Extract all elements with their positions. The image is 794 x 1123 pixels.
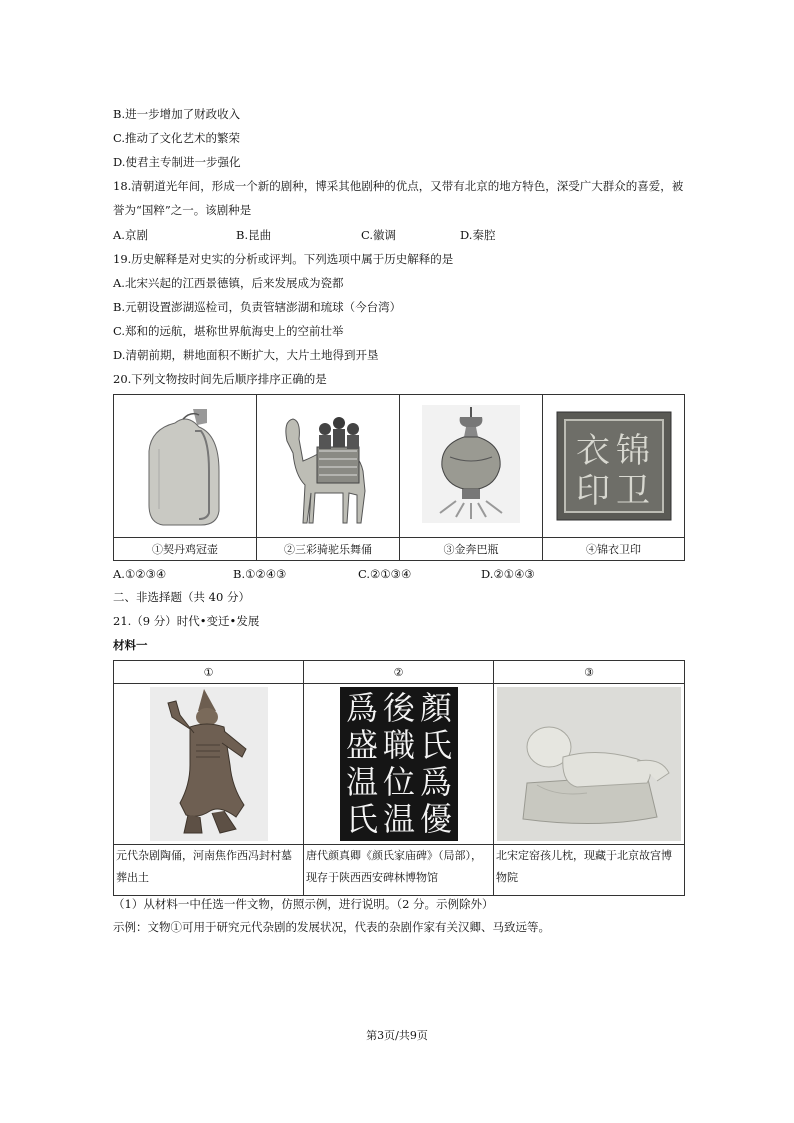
q19-stem: 19.历史解释是对史实的分析或评判。下列选项中属于历史解释的是	[113, 252, 454, 266]
q21-sub-question-1: （1）从材料一中任选一件文物，仿照示例，进行说明。（2 分。示例除外）	[113, 897, 494, 911]
seal-char: 衣	[575, 431, 610, 471]
column-header: ③	[494, 661, 685, 684]
q18-option-c: C.徽调	[361, 228, 397, 242]
artifact-image-cell	[400, 395, 543, 538]
stele-character: 位	[382, 763, 415, 801]
section-heading: 二、非选择题（共 40 分）	[113, 590, 250, 604]
stele-character: 職	[382, 726, 415, 764]
embroidered-guard-seal-image	[555, 410, 673, 522]
q20-option-a: A.①②③④	[113, 567, 167, 581]
material-image-cell	[494, 684, 685, 845]
q21-title: 21.（9 分）时代•变迁•发展	[113, 614, 260, 628]
artifact-caption: ②三彩骑驼乐舞俑	[257, 538, 400, 561]
stele-character: 氏	[345, 800, 378, 838]
material-description: 唐代颜真卿《颜氏家庙碑》（局部），现存于陕西西安碑林博物馆	[304, 845, 494, 896]
material-description: 北宋定窑孩儿枕，现藏于北京故宫博物院	[494, 845, 685, 896]
yan-family-stele-rubbing-image	[340, 687, 458, 841]
ding-kiln-child-pillow-image	[497, 687, 681, 841]
q20-option-c: C.②①③④	[358, 567, 412, 581]
seal-char: 锦	[615, 431, 650, 471]
q19-option-d: D.清朝前期，耕地面积不断扩大，大片土地得到开垦	[113, 348, 379, 362]
seal-char: 印	[575, 471, 610, 511]
q18-stem: 18.清朝道光年间，形成一个新的剧种，博采其他剧种的优点，又带有北京的地方特色，深受广大群众的喜爱，被誉为“国粹”之一。该剧种是	[113, 179, 684, 217]
column-header: ②	[304, 661, 494, 684]
q18-options	[113, 227, 495, 243]
q19-option-c: C.郑和的远航，堪称世界航海史上的空前壮举	[113, 324, 344, 338]
q18-option-b: B.昆曲	[236, 228, 272, 242]
stele-character: 爲	[345, 689, 378, 727]
stele-character: 盛	[345, 726, 378, 764]
artifact-image-cell	[114, 395, 257, 538]
artifact-image-cell	[257, 395, 400, 538]
q20-option-d: D.②①④③	[481, 567, 535, 581]
material-description: 元代杂剧陶俑，河南焦作西冯封村墓葬出土	[114, 845, 304, 896]
seal-char: 卫	[615, 471, 650, 511]
stele-character: 氏	[419, 726, 452, 764]
stele-character: 爲	[419, 763, 452, 801]
khitan-cockscomb-pot-image	[135, 401, 235, 531]
yuan-opera-figurine-image	[150, 687, 268, 841]
stele-character: 温	[345, 763, 378, 801]
material-label: 材料一	[113, 638, 148, 652]
stele-character: 顏	[419, 689, 452, 727]
q20-artifact-table	[113, 394, 685, 561]
stele-character: 温	[382, 800, 415, 838]
q19-option-a: A.北宋兴起的江西景德镇，后来发展成为瓷都	[113, 276, 344, 290]
artifact-image-cell	[543, 395, 685, 538]
q21-example: 示例：文物①可用于研究元代杂剧的发展状况，代表的杂剧作家有关汉卿、马致远等。	[113, 920, 550, 934]
q21-material-table	[113, 660, 685, 896]
tricolor-camel-figure-image	[273, 401, 383, 531]
artifact-caption: ④锦衣卫印	[543, 538, 685, 561]
q18-option-a: A.京剧	[113, 228, 148, 242]
q19-option-b: B.元朝设置澎湖巡检司，负责管辖澎湖和琉球（今台湾）	[113, 300, 402, 314]
q17-option-c: C.推动了文化艺术的繁荣	[113, 131, 241, 145]
stele-character: 後	[382, 689, 415, 727]
q20-options	[113, 566, 535, 582]
golden-bumba-vase-image	[416, 401, 526, 531]
material-image-cell	[114, 684, 304, 845]
artifact-caption: ①契丹鸡冠壶	[114, 538, 257, 561]
q20-stem: 20.下列文物按时间先后顺序排序正确的是	[113, 372, 327, 386]
q17-option-b: B.进一步增加了财政收入	[113, 107, 241, 121]
q20-option-b: B.①②④③	[233, 567, 287, 581]
q18-option-d: D.秦腔	[460, 228, 496, 242]
stele-character: 優	[419, 800, 452, 838]
artifact-caption: ③金奔巴瓶	[400, 538, 543, 561]
column-header: ①	[114, 661, 304, 684]
page-number: 第3页/共9页	[366, 1029, 428, 1042]
q17-option-d: D.使君主专制进一步强化	[113, 155, 241, 169]
material-image-cell	[304, 684, 494, 845]
